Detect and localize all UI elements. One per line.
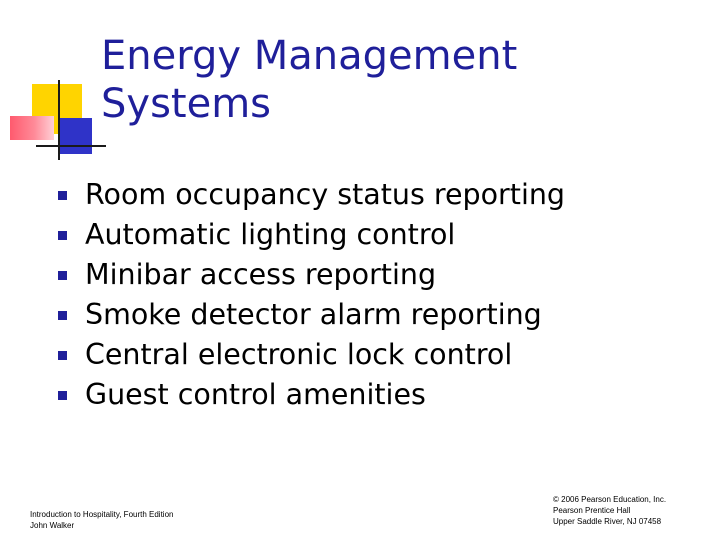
bullet-list xyxy=(58,175,565,415)
list-item-text: Automatic lighting control xyxy=(85,218,456,251)
list-item-text: Central electronic lock control xyxy=(85,338,513,371)
vertical-rule xyxy=(58,80,60,160)
footer-line: © 2006 Pearson Education, Inc. xyxy=(553,495,667,504)
footer-book-credit xyxy=(30,509,173,531)
square-bullet-icon xyxy=(58,191,67,200)
list-item xyxy=(58,295,565,335)
list-item-text: Smoke detector alarm reporting xyxy=(85,298,542,331)
red-square xyxy=(10,116,54,140)
square-bullet-icon xyxy=(58,391,67,400)
list-item xyxy=(58,215,565,255)
blue-square xyxy=(58,118,92,154)
square-bullet-icon xyxy=(58,231,67,240)
list-item-text: Minibar access reporting xyxy=(85,258,437,291)
slide-title xyxy=(101,32,517,128)
footer-copyright xyxy=(553,494,666,527)
square-bullet-icon xyxy=(58,351,67,360)
footer-line: John Walker xyxy=(30,521,75,530)
decorative-logo xyxy=(0,0,110,165)
horizontal-rule xyxy=(36,145,106,147)
list-item-text: Room occupancy status reporting xyxy=(85,178,566,211)
footer-line: Upper Saddle River, NJ 07458 xyxy=(553,517,662,526)
slide-title-line: Energy Management xyxy=(101,33,518,79)
list-item xyxy=(58,255,565,295)
square-bullet-icon xyxy=(58,311,67,320)
footer-line: Introduction to Hospitality, Fourth Edition xyxy=(30,510,174,519)
list-item xyxy=(58,335,565,375)
square-bullet-icon xyxy=(58,271,67,280)
slide-title-line: Systems xyxy=(101,81,271,127)
list-item xyxy=(58,375,565,415)
list-item xyxy=(58,175,565,215)
list-item-text: Guest control amenities xyxy=(85,378,426,411)
footer-line: Pearson Prentice Hall xyxy=(553,506,631,515)
